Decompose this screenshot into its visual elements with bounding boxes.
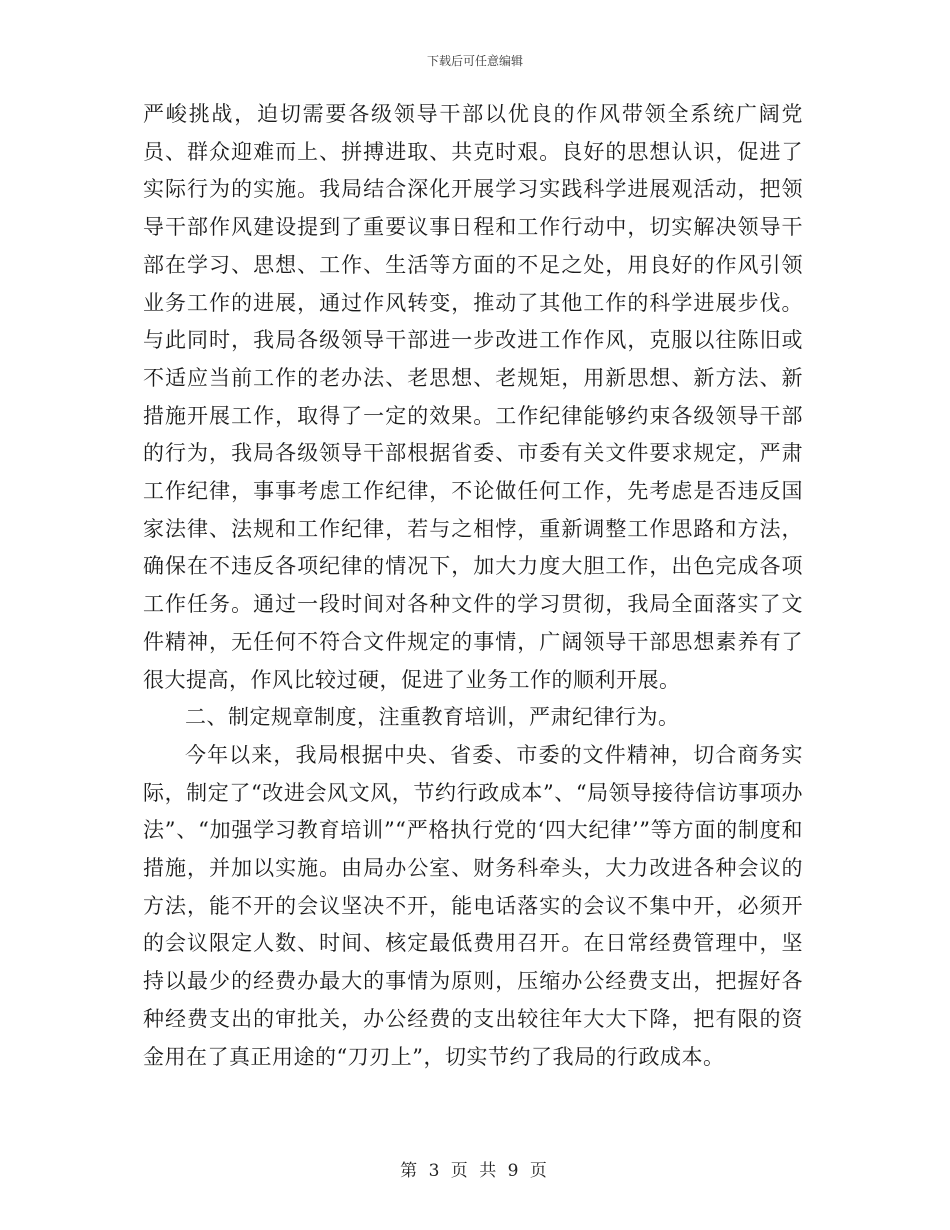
page-header-note: 下载后可任意编辑 xyxy=(426,54,523,68)
paragraph: 今年以来，我局根据中央、省委、市委的文件精神，切合商务实际，制定了“改进会风文风，节约行政成本”、“局领导接待信访事项办法”、“加强学习教育培训”“严格执行党的‘四大纪律’”等方面的制度和措施，并加以实施。由局办公室、财务科牵头，大力改进各种会议的方法，能不开的会议坚决不开，能电话落实的会议不集中开，必须开的会议限定人数、时间、核定最低费用召开。在日常经费管理中，坚持以最少的经费办最大的事情为原则，压缩办公经费支出，把握好各种经费支出的审批关，办公经费的支出较往年大大下降，把有限的资金用在了真正用途的“刀刃上”，切实节约了我局的行政成本。 xyxy=(143,742,803,1069)
page-number: 第 3 页 共 9 页 xyxy=(400,1161,550,1181)
document-body xyxy=(143,96,803,1076)
section-heading: 二、制定规章制度，注重教育培训，严肃纪律行为。 xyxy=(185,705,680,730)
paragraph-continued: 严峻挑战，迫切需要各级领导干部以优良的作风带领全系统广阔党员、群众迎难而上、拼搏进取、共克时艰。良好的思想认识，促进了实际行为的实施。我局结合深化开展学习实践科学进展观活动，把领导干部作风建设提到了重要议事日程和工作行动中，切实解决领导干部在学习、思想、工作、生活等方面的不足之处，用良好的作风引领业务工作的进展，通过作风转变，推动了其他工作的科学进展步伐。与此同时，我局各级领导干部进一步改进工作作风，克服以往陈旧或不适应当前工作的老办法、老思想、老规矩，用新思想、新方法、新措施开展工作，取得了一定的效果。工作纪律能够约束各级领导干部的行为，我局各级领导干部根据省委、市委有关文件要求规定，严肃工作纪律，事事考虑工作纪律，不论做任何工作，先考虑是否违反国家法律、法规和工作纪律，若与之相悖，重新调整工作思路和方法，确保在不违反各项纪律的情况下，加大力度大胆工作，出色完成各项工作任务。通过一段时间对各种文件的学习贯彻，我局全面落实了文件精神，无任何不符合文件规定的事情，广阔领导干部思想素养有了很大提高，作风比较过硬，促进了业务工作的顺利开展。 xyxy=(143,102,803,692)
